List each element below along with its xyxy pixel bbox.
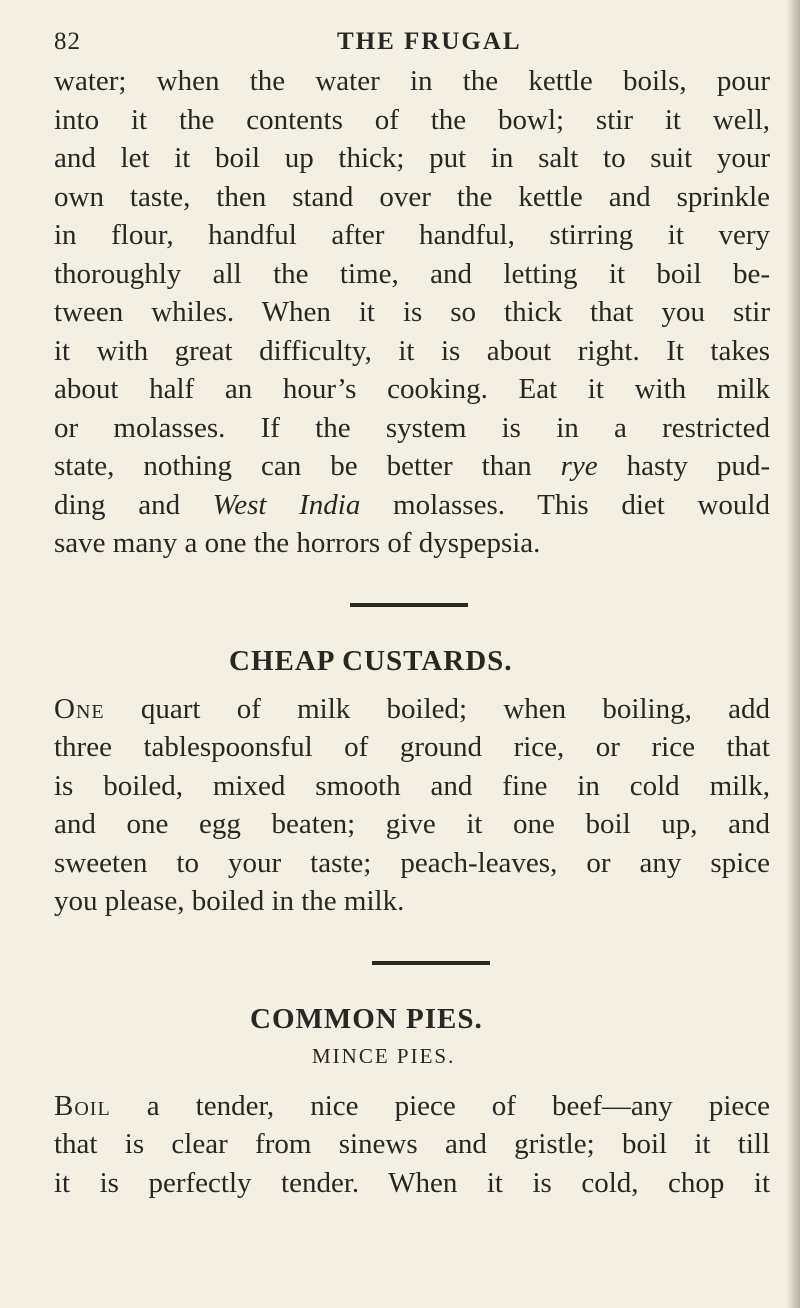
text-line: [54, 1087, 770, 1126]
text-line: into it the contents of the bowl; stir it well,: [54, 103, 770, 136]
text-line: it with great difficulty, it is about right. It takes: [54, 334, 770, 367]
text-line: and one egg beaten; give it one boil up, and: [54, 808, 770, 840]
text-line: thoroughly all the time, and letting it boil be-: [54, 257, 770, 290]
italic-text: West India: [212, 488, 361, 521]
text-run: molasses. This diet would: [360, 488, 770, 521]
page-edge-shadow: [786, 0, 800, 1308]
lead-word: Boil: [54, 1089, 111, 1122]
text-line: [54, 447, 770, 486]
text-run: quart of milk boiled; when boiling, add: [104, 692, 770, 725]
text-line: or molasses. If the system is in a restricted: [54, 411, 770, 444]
running-head: [54, 22, 770, 62]
italic-text: rye: [560, 450, 598, 482]
text-line: own taste, then stand over the kettle and sprinkle: [54, 180, 770, 213]
text-line: save many a one the horrors of dyspepsia.: [54, 527, 541, 559]
text-line: [54, 690, 770, 729]
text-run: a tender, nice piece of beef—any piece: [110, 1089, 770, 1122]
section-divider: [350, 603, 468, 607]
page-number: 82: [54, 28, 81, 55]
text-run: state, nothing can be better than: [54, 450, 561, 482]
section-title-common-pies: COMMON PIES.: [250, 1002, 483, 1035]
text-line: water; when the water in the kettle boils, pour: [54, 65, 770, 97]
section-divider: [372, 961, 490, 965]
text-run: hasty pud-: [597, 450, 770, 482]
running-title: THE FRUGAL: [337, 28, 522, 55]
text-line: tween whiles. When it is so thick that you stir: [54, 296, 770, 328]
text-run: ding and: [54, 488, 213, 521]
book-page: [54, 22, 770, 1202]
text-line: three tablespoonsful of ground rice, or rice that: [54, 731, 770, 763]
text-line: is boiled, mixed smooth and fine in cold milk,: [54, 769, 770, 802]
lead-word: One: [54, 692, 105, 725]
text-line: about half an hour’s cooking. Eat it with milk: [54, 373, 770, 405]
text-line: [54, 486, 770, 525]
text-line: you please, boiled in the milk.: [54, 885, 405, 917]
text-line: and let it boil up thick; put in salt to suit your: [54, 142, 770, 174]
text-line: sweeten to your taste; peach-leaves, or any spice: [54, 846, 770, 879]
section-title-cheap-custards: CHEAP CUSTARDS.: [229, 644, 513, 677]
text-line: it is perfectly tender. When it is cold, chop it: [54, 1166, 770, 1199]
text-line: that is clear from sinews and gristle; boil it till: [54, 1128, 770, 1160]
paragraph-cheap-custards: [54, 690, 770, 921]
paragraph-hasty-pudding: [54, 62, 770, 563]
subsection-title-mince-pies: MINCE PIES.: [312, 1043, 456, 1068]
text-line: in flour, handful after handful, stirring it very: [54, 219, 770, 251]
paragraph-mince-pies: [54, 1087, 770, 1203]
